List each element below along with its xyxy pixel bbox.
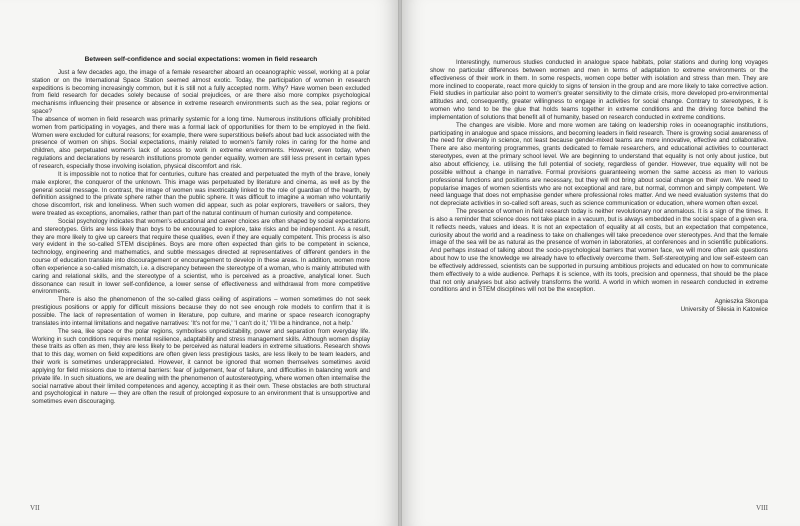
article-title: Between self-confidence and social expectations: women in field research [84, 56, 318, 63]
book-gutter [398, 0, 402, 526]
paragraph: The presence of women in field research today is neither revolutionary nor anomalous. It is a sign of the times. It is also a reminder that science does not take place in a vacuum, but is always embedded in the social space of a given era. It reflects needs, values and ideas. It is not an expectation of equality at all costs, but an expectation that competence, curiosity about the world and a readiness to take on challenges will take precedence over stereotypes. And that the female image of the sea will be as natural as the presence of women in laboratories, at conferences and in scientific publications. And perhaps instead of talking about the socio-psychological barriers that women face, we will more often ask questions about how to use the knowledge we already have to effectively overcome them. Self-stereotyping and low self-esteem can be effectively addressed, scientists can be supported in pursuing ambitious projects and educated on how to communicate them effectively to a wide audience. Perhaps it is science, with its tools, precision and openness, that should be the place that not only analyses but also actively transforms the world. A world in which women in research conducted in extreme conditions and in STEM disciplines will not be the exception. [430, 208, 768, 294]
paragraph: It is impossible not to notice that for centuries, culture has created and perpetuated the myth of the brave, lonely male explorer, the conqueror of the unknown. This image was perpetuated by literature and cinema, as well as by the general social message. In contrast, the image of women was inextricably linked to the role of guardian of the hearth, by definition assigned to the private sphere rather than the public sphere. It was difficult to imagine a woman who voluntarily chose discomfort, risk and loneliness. When such women did appear, such as polar explorers, travellers or sailors, they were treated as exceptions, anomalies, rather than part of the natural continuum of human curiosity and competence. [32, 170, 370, 218]
paragraph: Just a few decades ago, the image of a female researcher aboard an oceanographic vessel, working at a polar station or on the International Space Station seemed almost exotic. Today, the participation of women in research expeditions is becoming increasingly common, but it is still not a fully accepted norm. Why? Have women been excluded from field research for decades solely because of social prejudices, or are there also more complex psychological mechanisms influencing their presence or absence in extreme research environments such as the sea, polar regions or space? [32, 68, 370, 116]
page-number-right: VIII [755, 504, 768, 512]
right-page [400, 0, 800, 526]
paragraph: The sea, like space or the polar regions, symbolises unpredictability, power and separation from everyday life. Working in such conditions requires mental resilience, adaptability and stress management skills. Although women display these traits as often as men, they are less likely to be perceived as natural leaders in extreme situations. Research shows that to this day, women on field expeditions are often given less prestigious tasks, are less likely to be team leaders, and their work is sometimes underappreciated. However, it cannot be ignored that women themselves sometimes avoid applying for field missions due to internal barriers: fear of judgement, fear of failure, and difficulties in balancing work and private life. In such situations, we are dealing with the phenomenon of autostereotyping, where women often internalise the social narrative about their limited competences and agency, accepting it as their own. These obstacles are both structural and psychological in nature — they are often the result of prolonged exposure to an environment that is unsupportive and sometimes even discouraging. [32, 327, 370, 406]
paragraph: Social psychology indicates that women's educational and career choices are often shaped by social expectations and stereotypes. Girls are less likely than boys to be encouraged to explore, take risks and be independent. As a result, they are more likely to give up careers that require these qualities, even if they are equally competent. This process is also very evident in the so-called STEM disciplines. Boys are more often expected than girls to be competent in science, technology, engineering and mathematics, and subtle messages directed at representatives of different genders in the course of education translate into discouragement or encouragement to develop in these areas. In addition, women more often experience a so-called mismatch, i.e. a discrepancy between the stereotype of a woman, who is mainly attributed with caring and relational skills, and the stereotype of a scientist, who is perceived as a proactive, analytical loner. Such dissonance can result in lower self-confidence, a lower sense of effectiveness and withdrawal from more competitive environments. [32, 217, 370, 296]
author-signature [430, 298, 768, 314]
author-name: Agnieszka Skorupa [714, 298, 768, 306]
paragraph: The changes are visible. More and more women are taking on leadership roles in oceanographic institutions, participating in analogue and space missions, and becoming leaders in field research. There is growing social awareness of the need for diversity in science, not least because gender-mixed teams are more innovative, effective and collaborative. There are also mentoring programmes, grants dedicated to female researchers, and educational activities to counteract stereotypes, even at the primary school level. We are beginning to understand that equality is not only about justice, but also about efficiency, i.e. utilising the full potential of society, regardless of gender. However, true equality will not be possible without a change in narrative. Formal provisions guaranteeing women the same access as men to various professional functions and positions are necessary, but they will not bring about social change on their own. We need to popularise images of women scientists who are not exceptional and rare, but normal, common and simply competent. We need language that does not emphasise gender where professional roles matter. And we need evaluation systems that do not depreciate activities in so-called soft areas, such as science communication or education, where women often excel. [430, 121, 768, 208]
right-page-content [430, 59, 768, 496]
left-page-content [32, 56, 370, 496]
paragraph: There is also the phenomenon of the so-called glass ceiling of aspirations – women sometimes do not seek prestigious positions or apply for difficult missions because they do not see enough role models to confirm that it is possible. The lack of representation of women in literature, pop culture, and marine or space research iconography translates into internal limitations and negative narratives: 'It's not for me,' 'I can't do it,' 'I'll be a hindrance, not a help.' [32, 296, 370, 327]
paragraph: Interestingly, numerous studies conducted in analogue space habitats, polar stations and during long voyages show no particular differences between women and men in terms of adaptation to extreme environments or the effectiveness of their work in them. In some respects, women cope better with isolation and stress than men. They are more inclined to cooperate, react more quickly to signs of tension in the group and are more likely to take corrective action. Field studies in particular also point to women's greater sensitivity to the climate crisis, more developed pro-environmental attitudes and, consequently, greater willingness to engage in activities for social change. Contrary to stereotypes, it is women who tend to be the glue that holds teams together in extreme conditions and the driving force behind the implementation of solutions that benefit all of humanity, based on research conducted in extreme conditions. [430, 59, 768, 121]
author-affiliation: University of Silesia in Katowice [680, 306, 768, 314]
paragraph: The absence of women in field research was primarily systemic for a long time. Numerous institutions officially prohibited women from participating in voyages, and there was a formal lack of opportunities for them to be employed in the field. Women were excluded for cultural reasons; for example, there were superstitious beliefs about bad luck associated with the presence of women on ships. Social expectations, mainly related to women's family roles in caring for the home and children, also perpetuated women's lack of access to work in extreme environments. However, even today, when regulations and declarations by research institutions promote gender equality, women are still less present in certain types of research, especially those involving isolation, physical discomfort and risk. [32, 115, 370, 170]
page-number-left: VII [30, 504, 40, 512]
